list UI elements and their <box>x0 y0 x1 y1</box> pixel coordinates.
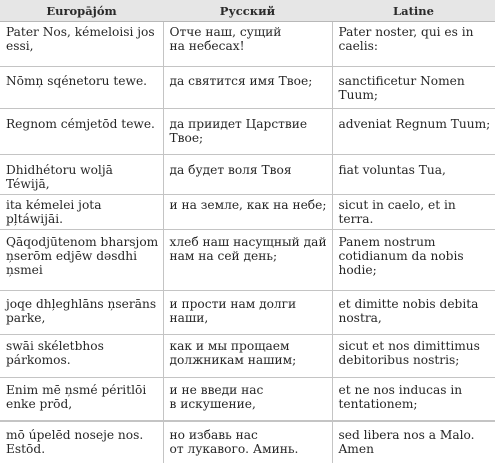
cell-latine <box>332 195 495 230</box>
cell-europajom <box>0 109 163 155</box>
cell-text: Dhidhétoru woljā Téwijā, <box>6 163 113 191</box>
cell-latine <box>332 155 495 195</box>
cell-russian <box>163 335 332 378</box>
cell-text: но избавь нас от лукавого. Аминь. <box>170 428 299 456</box>
cell-russian <box>163 155 332 195</box>
cell-text: et dimitte nobis debita nostra, <box>339 297 479 325</box>
cell-latine <box>332 335 495 378</box>
cell-europajom <box>0 22 163 67</box>
cell-text: sed libera nos a Malo. Amen <box>339 428 475 456</box>
table-row <box>0 155 495 195</box>
cell-text: Nōmņ sqénetoru tewe. <box>6 74 147 88</box>
header-row <box>0 0 495 22</box>
cell-russian <box>163 67 332 109</box>
cell-europajom <box>0 155 163 195</box>
header-russian: Русский <box>163 0 332 22</box>
cell-text: fiat voluntas Tua, <box>339 163 446 177</box>
cell-text: sicut et nos dimittimus debitoribus nostris; <box>339 339 480 367</box>
cell-europajom <box>0 378 163 422</box>
cell-text: да будет воля Твоя <box>170 163 292 177</box>
cell-russian <box>163 378 332 422</box>
cell-text: swāi skéletbhos párkomos. <box>6 339 104 367</box>
cell-text: Pater noster, qui es in caelis: <box>339 25 474 53</box>
cell-europajom <box>0 195 163 230</box>
cell-text: sanctificetur Nomen Tuum; <box>339 74 465 102</box>
cell-text: как и мы прощаем должникам нашим; <box>170 339 297 367</box>
cell-text: Qāqodjūtenom bharsjom ņserōm edjēw dəsdhi ņsmei <box>6 235 158 277</box>
cell-text: adveniat Regnum Tuum; <box>339 117 491 131</box>
cell-europajom <box>0 67 163 109</box>
cell-text: joqe dhļeghlāns ņserāns parke, <box>6 297 156 325</box>
header-europajom: Europājóm <box>0 0 163 22</box>
table-row <box>0 230 495 291</box>
table-header <box>0 0 495 22</box>
table-row <box>0 335 495 378</box>
table-row <box>0 195 495 230</box>
cell-russian <box>163 109 332 155</box>
table-row <box>0 67 495 109</box>
table-body <box>0 22 495 463</box>
cell-russian <box>163 291 332 335</box>
cell-latine <box>332 291 495 335</box>
header-latine: Latine <box>332 0 495 22</box>
cell-russian <box>163 22 332 67</box>
table-bottom-divider <box>0 420 495 421</box>
cell-text: да святится имя Твое; <box>170 74 313 88</box>
cell-text: да приидет Царствие Твое; <box>170 117 308 145</box>
cell-russian <box>163 230 332 291</box>
table-row <box>0 422 495 463</box>
cell-europajom <box>0 422 163 463</box>
cell-text: ita kémelei jota pļtáwijāi. <box>6 198 101 226</box>
cell-russian <box>163 422 332 463</box>
cell-text: et ne nos inducas in tentationem; <box>339 383 463 411</box>
cell-text: Regnom cémjetōd tewe. <box>6 117 155 131</box>
cell-text: Отче наш, сущий на небесах! <box>170 25 282 53</box>
cell-latine <box>332 230 495 291</box>
cell-text: и не введи нас в искушение, <box>170 383 264 411</box>
cell-latine <box>332 378 495 422</box>
cell-text: хлеб наш насущный дай нам на сей день; <box>170 235 327 263</box>
cell-russian <box>163 195 332 230</box>
cell-europajom <box>0 291 163 335</box>
cell-text: Panem nostrum cotidianum da nobis hodie; <box>339 235 464 277</box>
cell-text: Pater Nos, kémeloisi jos essi, <box>6 25 155 53</box>
table-row <box>0 22 495 67</box>
cell-europajom <box>0 230 163 291</box>
cell-text: sicut in caelo, et in terra. <box>339 198 456 226</box>
cell-latine <box>332 22 495 67</box>
cell-text: Enim mē ņsmé péritlōi enke prōd, <box>6 383 146 411</box>
cell-latine <box>332 109 495 155</box>
cell-latine <box>332 422 495 463</box>
cell-text: и на земле, как на небе; <box>170 198 327 212</box>
cell-europajom <box>0 335 163 378</box>
cell-latine <box>332 67 495 109</box>
cell-text: mō úpelēd noseje nos. Estōd. <box>6 428 143 456</box>
table-row <box>0 291 495 335</box>
table-row <box>0 109 495 155</box>
table-row <box>0 378 495 422</box>
cell-text: и прости нам долги наши, <box>170 297 297 325</box>
